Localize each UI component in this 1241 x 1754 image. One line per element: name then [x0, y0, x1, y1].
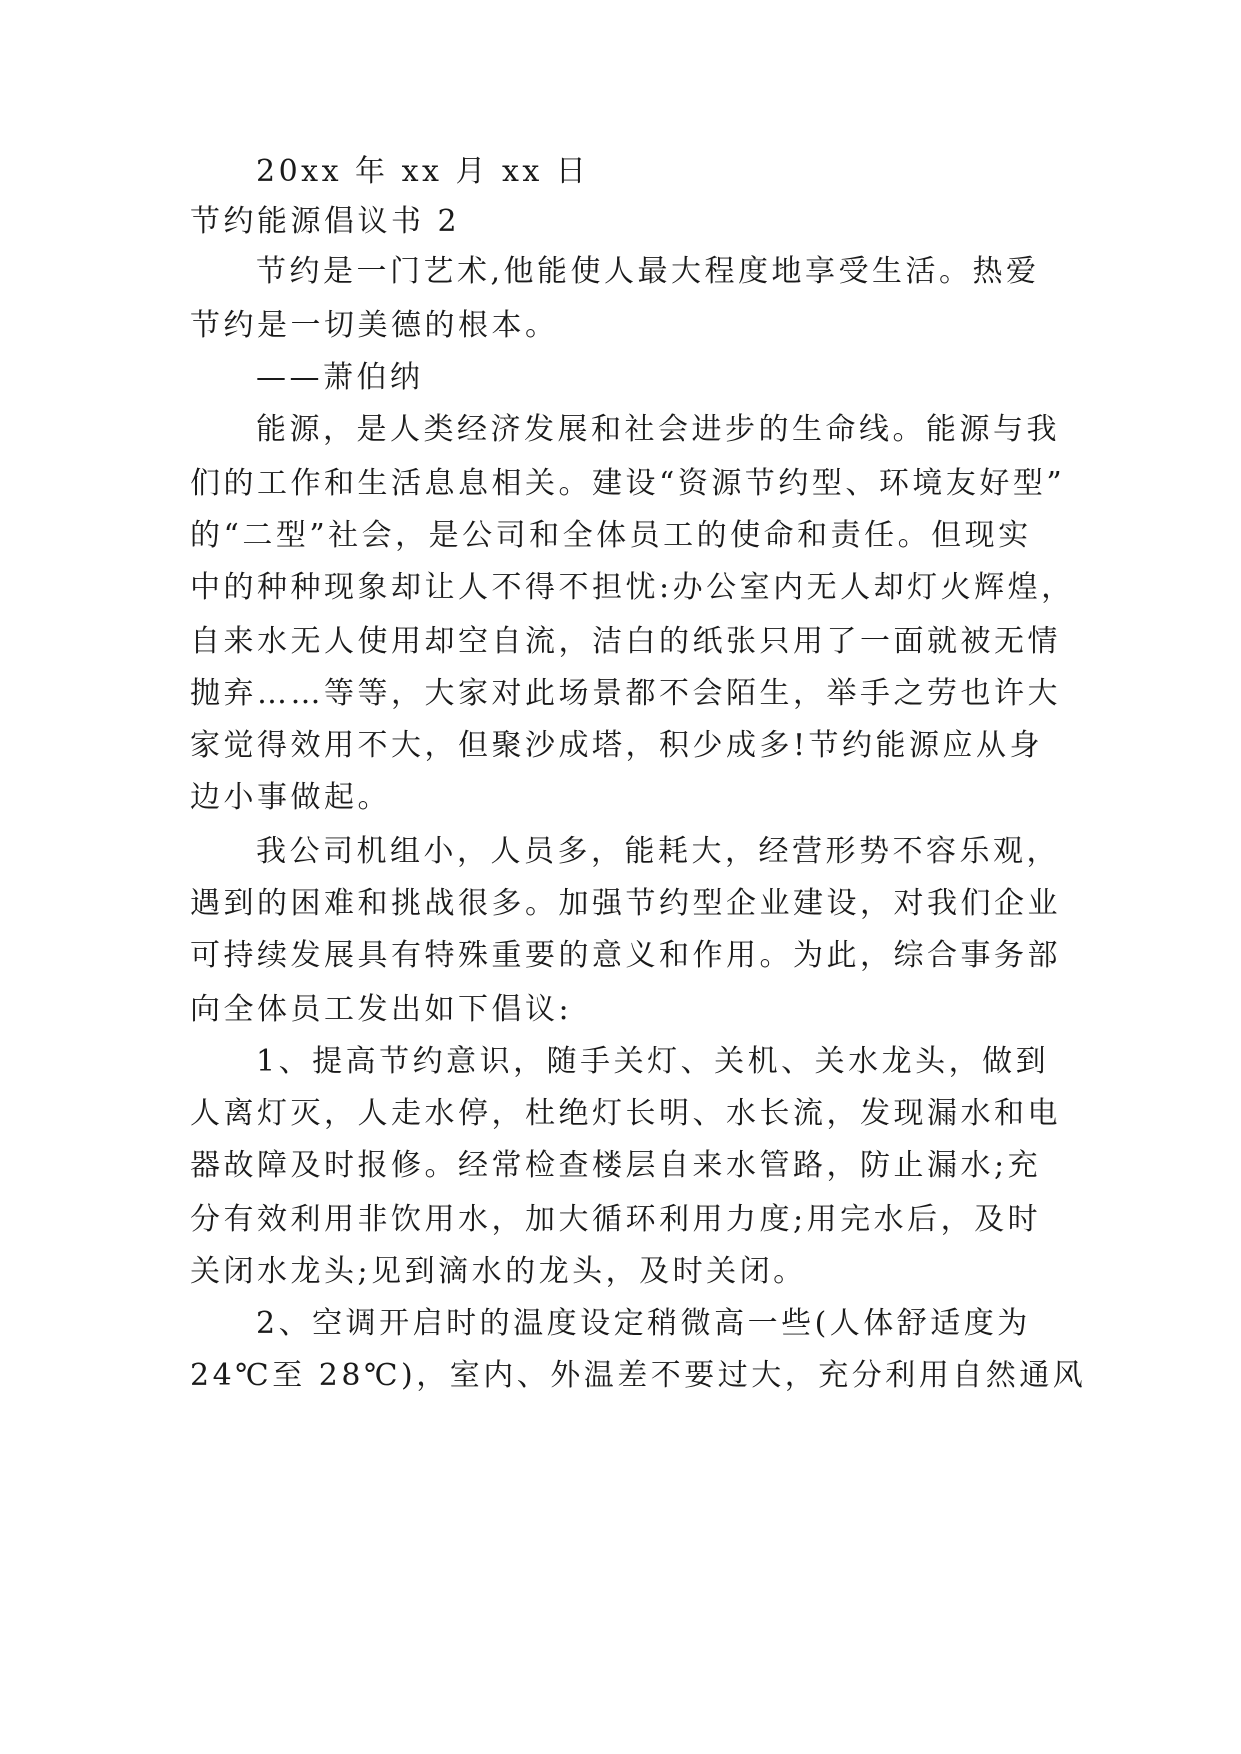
- list-item-line: 人离灯灭，人走水停，杜绝灯长明、水长流，发现漏水和电: [190, 1096, 1061, 1131]
- document-title: 节约能源倡议书 2: [190, 204, 461, 239]
- paragraph-line: 我公司机组小，人员多，能耗大，经营形势不容乐观，: [256, 834, 1060, 869]
- paragraph-line: 边小事做起。: [190, 780, 391, 815]
- quote-attribution: ——萧伯纳: [256, 360, 424, 395]
- paragraph-line: 向全体员工发出如下倡议:: [190, 992, 573, 1027]
- paragraph-line: 自来水无人使用却空自流，洁白的纸张只用了一面就被无情: [190, 624, 1061, 659]
- list-item-line: 器故障及时报修。经常检查楼层自来水管路，防止漏水;充: [190, 1148, 1042, 1183]
- quote-line: 节约是一门艺术,他能使人最大程度地享受生活。热爱: [256, 254, 1040, 289]
- paragraph-line: 能源，是人类经济发展和社会进步的生命线。能源与我: [256, 412, 1060, 447]
- list-item-line: 关闭水龙头;见到滴水的龙头，及时关闭。: [190, 1254, 807, 1289]
- paragraph-line: 抛弃……等等，大家对此场景都不会陌生，举手之劳也许大: [190, 676, 1061, 711]
- list-item-line: 分有效利用非饮用水，加大循环利用力度;用完水后，及时: [190, 1202, 1042, 1237]
- paragraph-line: 可持续发展具有特殊重要的意义和作用。为此，综合事务部: [190, 938, 1061, 973]
- list-item-line: 24℃至 28℃)，室内、外温差不要过大，充分利用自然通风: [190, 1358, 1087, 1393]
- list-item-line: 2、空调开启时的温度设定稍微高一些(人体舒适度为: [256, 1306, 1031, 1341]
- paragraph-line: 中的种种现象却让人不得不担忧:办公室内无人却灯火辉煌，: [190, 570, 1075, 605]
- list-item-line: 1、提高节约意识，随手关灯、关机、关水龙头，做到: [256, 1044, 1050, 1079]
- paragraph-line: 家觉得效用不大，但聚沙成塔，积少成多!节约能源应从身: [190, 728, 1044, 763]
- quote-line: 节约是一切美德的根本。: [190, 308, 559, 343]
- paragraph-line: 的“二型”社会，是公司和全体员工的使命和责任。但现实: [190, 518, 1032, 553]
- date-line: 20xx 年 xx 月 xx 日: [256, 154, 590, 189]
- paragraph-line: 们的工作和生活息息相关。建设“资源节约型、环境友好型”: [190, 466, 1066, 501]
- paragraph-line: 遇到的困难和挑战很多。加强节约型企业建设，对我们企业: [190, 886, 1061, 921]
